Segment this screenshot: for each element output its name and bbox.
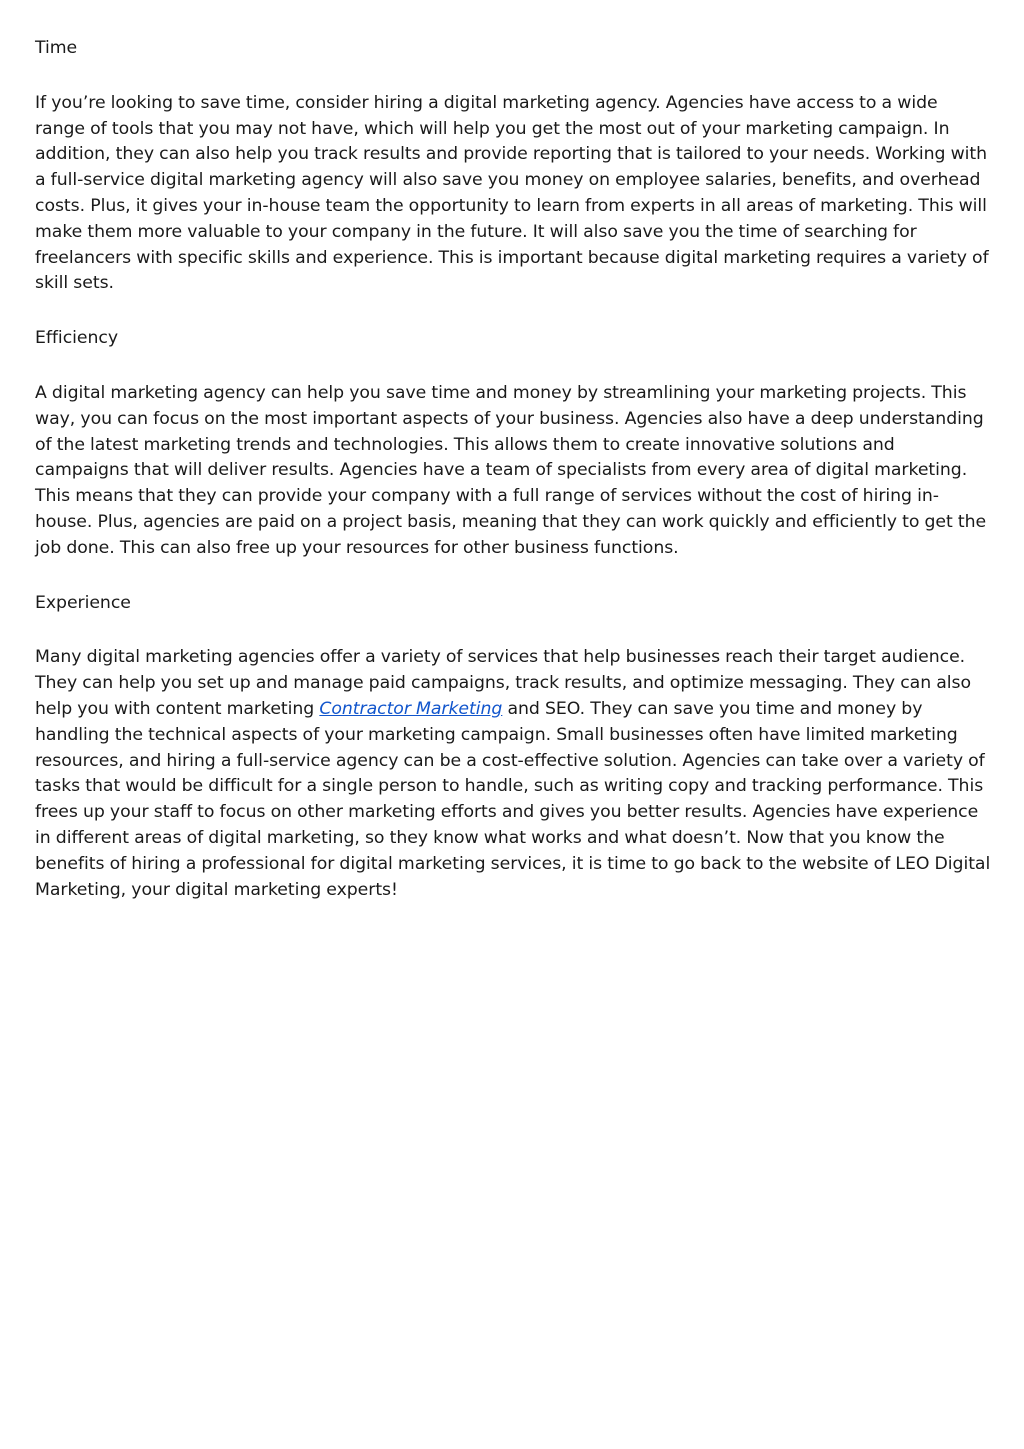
section-heading-time: Time	[35, 38, 78, 58]
section-paragraph-experience	[35, 645, 991, 903]
section-paragraph-time: If you’re looking to save time, consider hiring a digital marketing agency. Agencies have access to a wide range of tools that you may not have, which will help you get the most out of your marketing campaign. In addition, they can also help you track results and provide reporting that is tailored to your needs. Working with a full-service digital marketing agency will also save you money on employee salaries, benefits, and overhead costs. Plus, it gives your in-house team the opportunity to learn from experts in all areas of marketing. This will make them more valuable to your company in the future. It will also save you the time of searching for freelancers with specific skills and experience. This is important because digital marketing requires a variety of skill sets.	[35, 92, 989, 294]
paragraph-text-after-link: and SEO. They can save you time and money by handling the technical aspects of your marketing campaign. Small businesses often have limited marketing resources, and hiring a full-service agency can be a cost-effective solution. Agencies can take over a variety of tasks that would be difficult for a single person to handle, such as writing copy and tracking performance. This frees up your staff to focus on other marketing efforts and gives you better results. Agencies have experience in different areas of digital marketing, so they know what works and what doesn’t. Now that you know the benefits of hiring a professional for digital marketing services, it is time to go back to the website of LEO Digital Marketing, your digital marketing experts!	[35, 698, 991, 900]
contractor-marketing-link[interactable]: Contractor Marketing	[319, 698, 503, 719]
section-heading-experience: Experience	[35, 592, 131, 613]
section-heading-efficiency: Efficiency	[35, 328, 119, 349]
section-paragraph-efficiency: A digital marketing agency can help you save time and money by streamlining your marketing projects. This way, you can focus on the most important aspects of your business. Agencies also have a deep understanding of the latest marketing trends and technologies. This allows them to create innovative solutions and campaigns that will deliver results. Agencies have a team of specialists from every area of digital marketing. This means that they can provide your company with a full range of services without the cost of hiring in-house. Plus, agencies are paid on a project basis, meaning that they can work quickly and efficiently to get the job done. This can also free up your resources for other business functions.	[35, 382, 987, 558]
paragraph-text-before-link: Many digital marketing agencies offer a variety of services that help businesses reach their target audience. They can help you set up and manage paid campaigns, track results, and optimize messaging. They can also help you with content marketing	[35, 647, 972, 719]
